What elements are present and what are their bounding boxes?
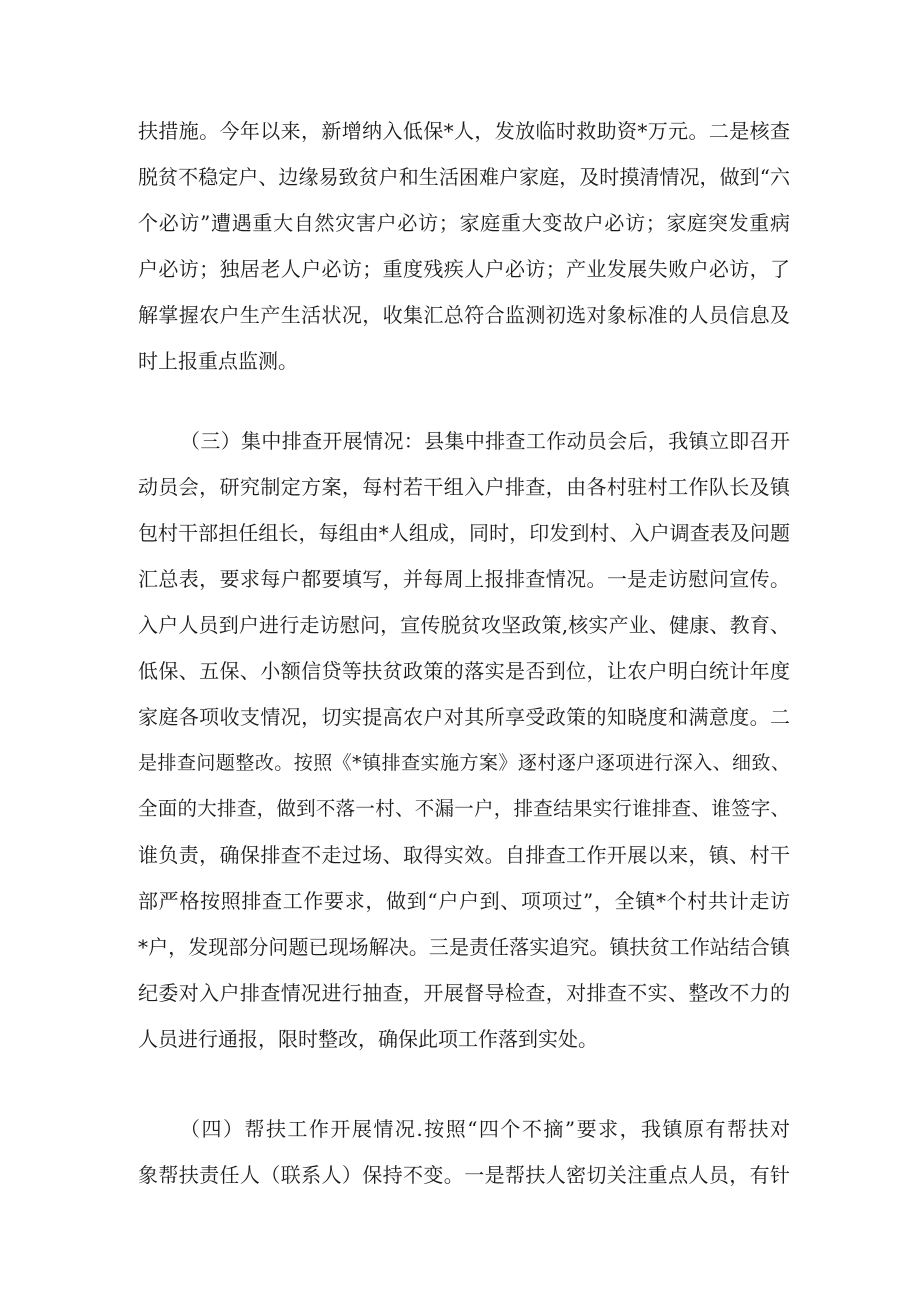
paragraph-line: 入户人员到户进行走访慰问，宣传脱贫攻坚政策,核实产业、健康、教育、 bbox=[138, 613, 790, 637]
paragraph-line: 扶措施。今年以来，新增纳入低保*人，发放临时救助资*万元。二是核查 bbox=[138, 119, 790, 143]
paragraph-line: 动员会，研究制定方案，每村若干组入户排查，由各村驻村工作队长及镇 bbox=[138, 475, 790, 499]
paragraph-heading-line: （三）集中排查开展情况：县集中排查工作动员会后，我镇立即召开 bbox=[180, 429, 790, 453]
paragraph-line: 谁负责，确保排查不走过场、取得实效。自排查工作开展以来，镇、村干 bbox=[138, 843, 790, 867]
paragraph-line: 时上报重点监测。 bbox=[138, 349, 298, 373]
paragraph-line: 解掌握农户生产生活状况，收集汇总符合监测初选对象标准的人员信息及 bbox=[138, 303, 790, 327]
paragraph-line: 低保、五保、小额信贷等扶贫政策的落实是否到位，让农户明白统计年度 bbox=[138, 659, 790, 683]
paragraph-line: 户必访；独居老人户必访；重度残疾人户必访；产业发展失败户必访，了 bbox=[138, 257, 790, 281]
paragraph-line: 全面的大排查，做到不落一村、不漏一户，排查结果实行谁排查、谁签字、 bbox=[138, 797, 790, 820]
paragraph-line: 家庭各项收支情况，切实提高农户对其所享受政策的知晓度和满意度。二 bbox=[138, 705, 790, 729]
paragraph-line: 人员进行通报，限时整改，确保此项工作落到实处。 bbox=[138, 1027, 598, 1051]
paragraph-line: 汇总表，要求每户都要填写，并每周上报排查情况。一是走访慰问宣传。 bbox=[138, 567, 790, 591]
paragraph-2 bbox=[138, 418, 790, 1062]
paragraph-3 bbox=[138, 1106, 790, 1198]
paragraph-line: 是排查问题整改。按照《*镇排查实施方案》逐村逐户逐项进行深入、细致、 bbox=[138, 752, 790, 774]
paragraph-line: *户，发现部分问题已现场解决。三是责任落实追究。镇扶贫工作站结合镇 bbox=[138, 935, 790, 959]
paragraph-1 bbox=[138, 108, 790, 384]
paragraph-line: 包村干部担任组长，每组由*人组成，同时，印发到村、入户调查表及问题 bbox=[138, 521, 790, 545]
paragraph-heading-line: （四）帮扶工作开展情况.按照“四个不摘”要求，我镇原有帮扶对 bbox=[180, 1117, 790, 1141]
paragraph-line: 纪委对入户排查情况进行抽查，开展督导检查，对排查不实、整改不力的 bbox=[138, 981, 790, 1005]
paragraph-line: 脱贫不稳定户、边缘易致贫户和生活困难户家庭，及时摸清情况，做到“六 bbox=[138, 165, 790, 189]
paragraph-line: 部严格按照排查工作要求，做到“户户到、项项过”，全镇*个村共计走访 bbox=[138, 889, 790, 913]
paragraph-line: 象帮扶责任人（联系人）保持不变。一是帮扶人密切关注重点人员，有针 bbox=[138, 1163, 790, 1187]
paragraph-line: 个必访”遭遇重大自然灾害户必访；家庭重大变故户必访；家庭突发重病 bbox=[138, 211, 790, 235]
